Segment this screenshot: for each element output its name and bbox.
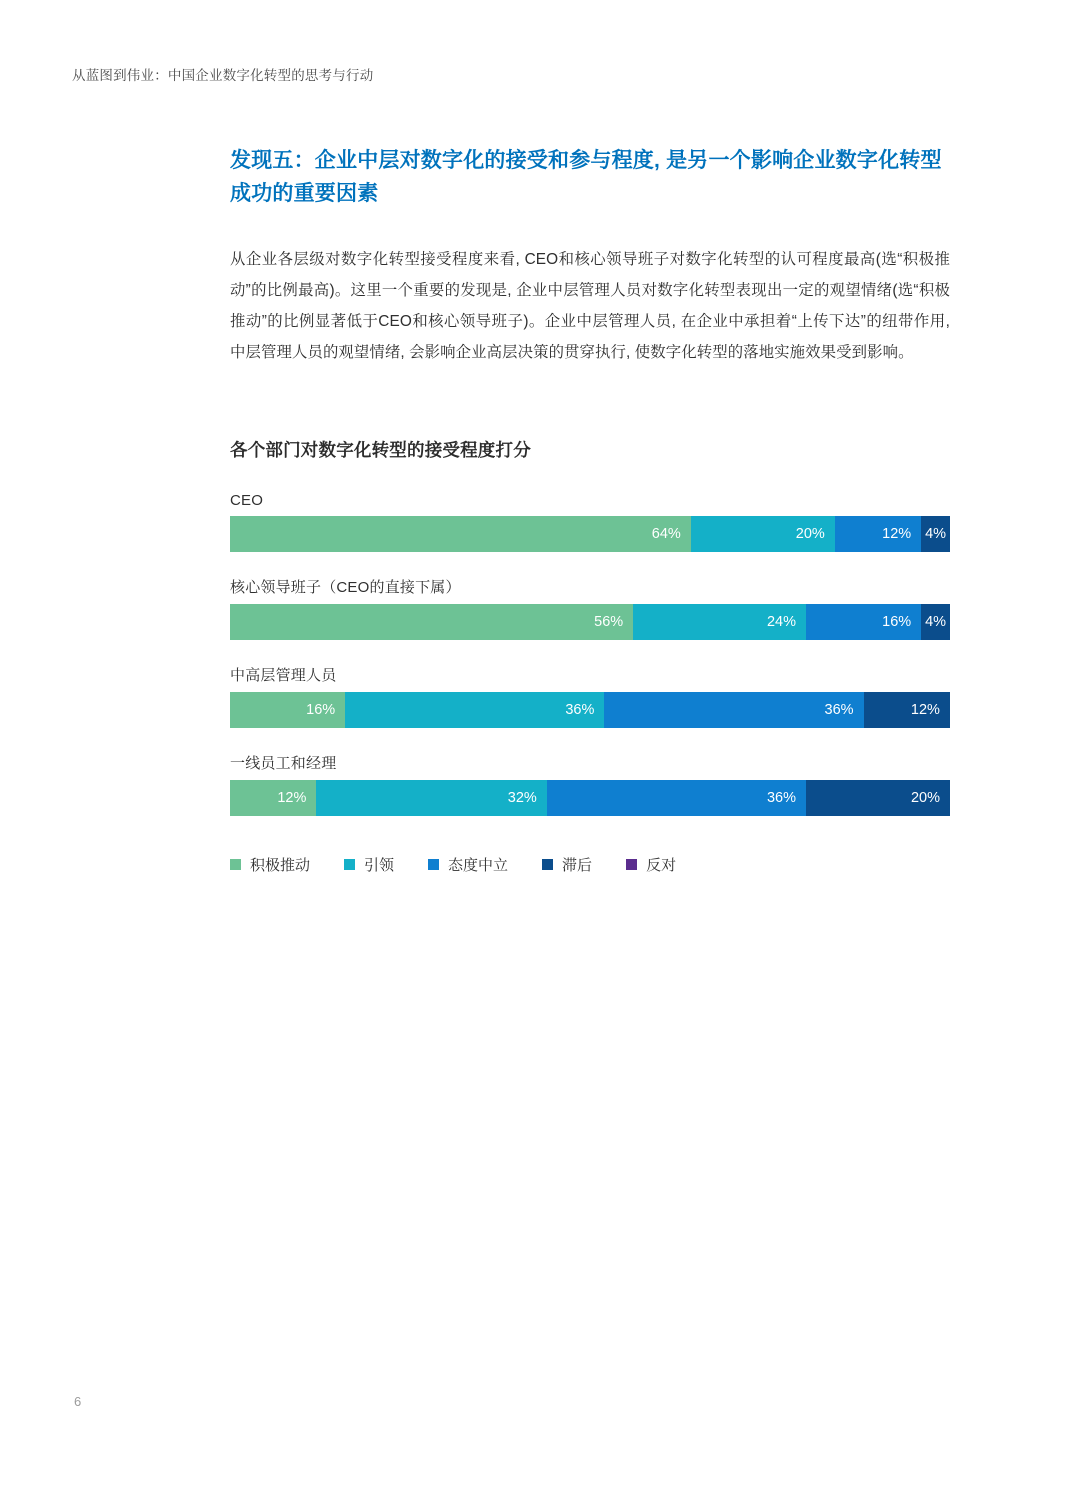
bar-segment-value: 32% [507,789,537,806]
bar-segment-value: 20% [910,789,940,806]
bar-track [230,692,950,728]
bar-category-label: 一线员工和经理 [230,754,337,772]
bar-segment-value: 16% [882,613,912,630]
bar-segment [230,604,633,640]
page-content [230,145,950,875]
bar-track [230,604,950,640]
legend-label: 滞后 [562,856,593,874]
bar-segment [633,604,806,640]
legend-item [428,854,508,875]
legend-swatch-icon [428,859,439,870]
bar-segment-value: 36% [766,789,796,806]
bar-segment-value: 36% [565,701,595,718]
legend-item [626,854,676,875]
bar-segment-value: 12% [882,525,912,542]
bar-category-label: 核心领导班子（CEO的直接下属） [230,578,461,596]
legend-label: 态度中立 [448,856,509,874]
bar-segment [230,516,691,552]
bar-segment-value: 16% [306,701,336,718]
bar-segment [921,516,950,552]
body-paragraph: 从企业各层级对数字化转型接受程度来看, CEO和核心领导班子对数字化转型的认可程度最高(选“积极推动”的比例最高)。这里一个重要的发现是, 企业中层管理人员对数字化转型表现出一定的观望情绪(选“积极推动”的比例显著低于CEO和核心领导班子)。企业中层管理人员, 在企业中承担着“上传下达”的纽带作用, 中层管理人员的观望情绪, 会影响企业高层决策的贯穿执行, 使数字化转型的落地实施效果受到影响。 [230,251,950,362]
page-number: 6 [74,1394,82,1409]
bar-segment [835,516,921,552]
bar-segment [806,604,921,640]
bar-segment-value: 56% [594,613,624,630]
bar-segment [691,516,835,552]
bar-category-label: 中高层管理人员 [230,666,337,684]
bar-segment [230,692,345,728]
legend-swatch-icon [626,859,637,870]
bar-group [230,664,950,728]
bar-segment-value: 20% [795,525,825,542]
bar-segment-value: 12% [277,789,307,806]
section-title: 发现五：企业中层对数字化的接受和参与程度, 是另一个影响企业数字化转型成功的重要因素 [230,149,942,205]
legend-swatch-icon [344,859,355,870]
legend-item [230,854,310,875]
bar-segment-value: 64% [651,525,681,542]
chart-title: 各个部门对数字化转型的接受程度打分 [230,439,531,460]
running-head: 从蓝图到伟业：中国企业数字化转型的思考与行动 [72,68,374,83]
stacked-bar-chart [230,492,950,816]
bar-segment [806,780,950,816]
legend-swatch-icon [230,859,241,870]
bar-segment [547,780,806,816]
bar-group [230,576,950,640]
bar-group [230,492,950,552]
bar-segment-value: 4% [925,613,947,630]
legend-label: 引领 [364,856,395,874]
bar-segment [604,692,863,728]
bar-segment [230,780,316,816]
bar-segment-value: 4% [925,525,947,542]
bar-segment-value: 12% [910,701,940,718]
legend-item [344,854,394,875]
legend-swatch-icon [542,859,553,870]
chart-legend [230,854,950,875]
bar-category-label: CEO [230,491,264,509]
bar-track [230,780,950,816]
bar-group [230,752,950,816]
bar-track [230,516,950,552]
bar-segment [921,604,950,640]
legend-item [542,854,592,875]
bar-segment-value: 36% [824,701,854,718]
legend-label: 积极推动 [250,856,311,874]
bar-segment [316,780,546,816]
bar-segment [864,692,950,728]
bar-segment [345,692,604,728]
bar-segment-value: 24% [766,613,796,630]
legend-label: 反对 [646,856,677,874]
